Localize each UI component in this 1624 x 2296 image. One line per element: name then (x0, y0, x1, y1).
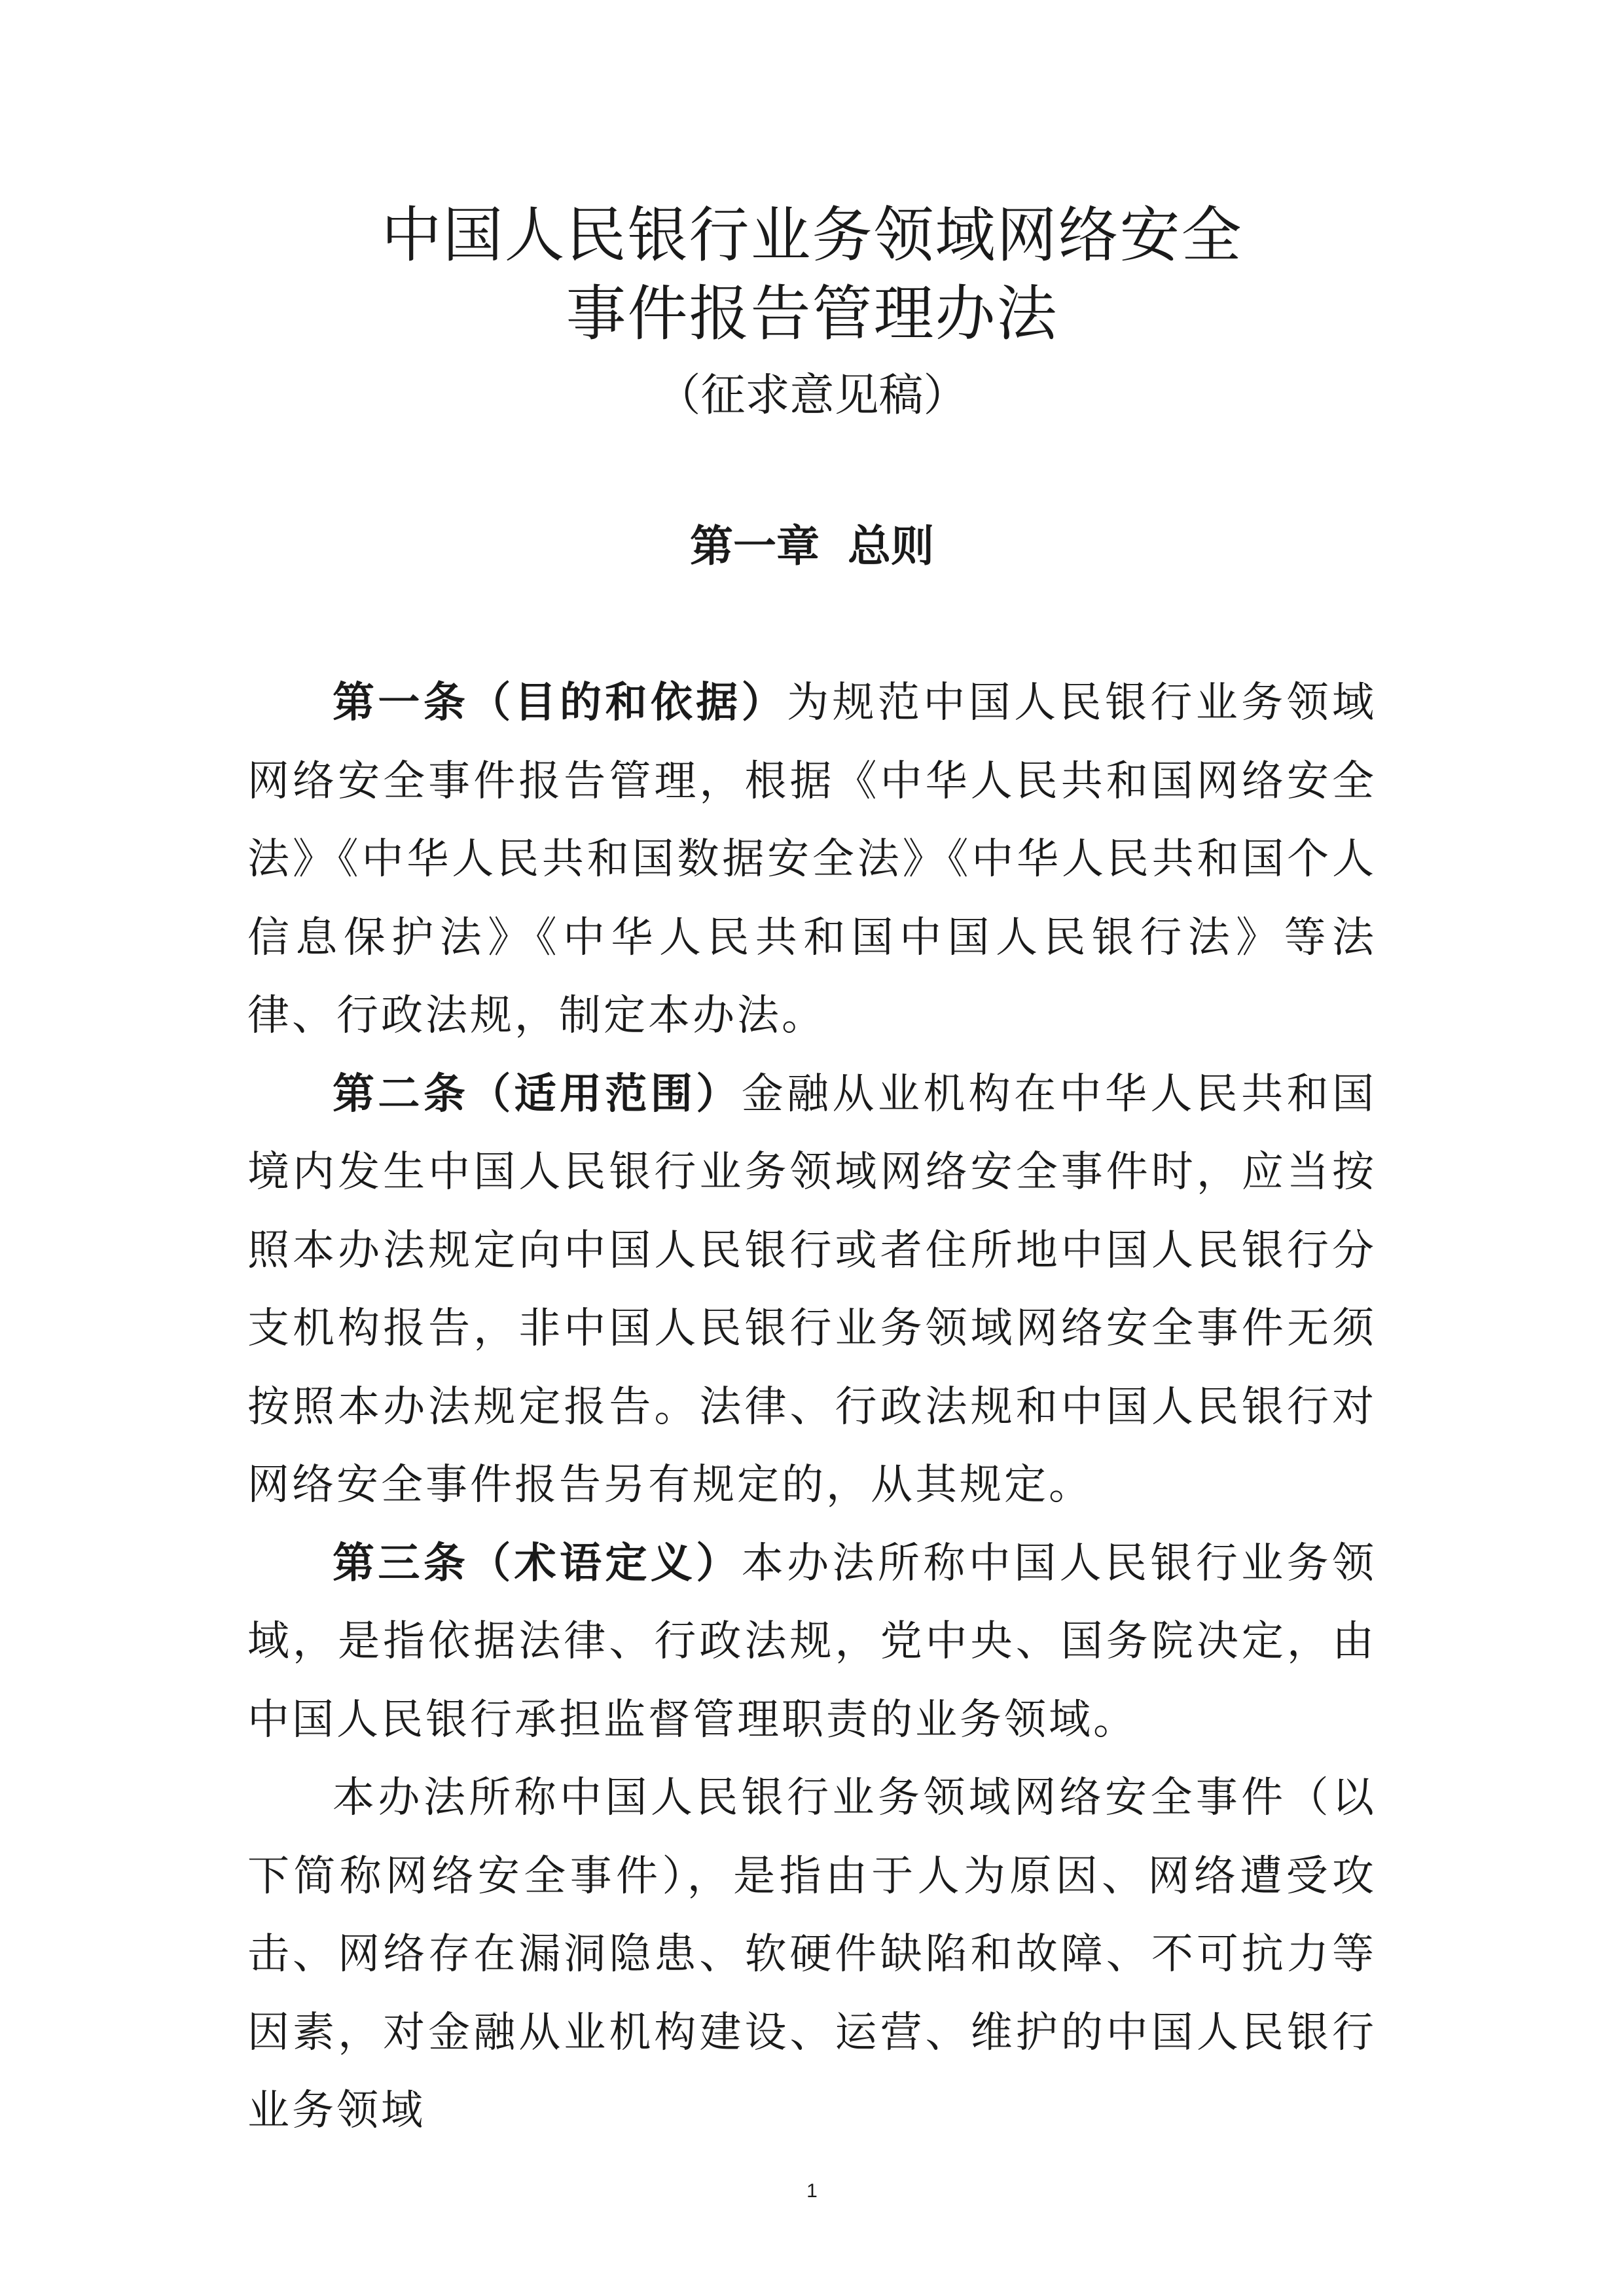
article-1 (247, 664, 1377, 1056)
article-3-heading: 第三条（术语定义） (333, 1539, 742, 1588)
article-2-text: 金融从业机构在中华人民共和国境内发生中国人民银行业务领域网络安全事件时，应当按照本办法规定向中国人民银行或者住所地中国人民银行分支机构报告，非中国人民银行业务领域网络安全事件无须按照本办法规定报告。法律、行政法规和中国人民银行对网络安全事件报告另有规定的，从其规定。 (247, 1069, 1377, 1509)
article-1-text: 为规范中国人民银行业务领域网络安全事件报告管理，根据《中华人民共和国网络安全法》《中华人民共和国数据安全法》《中华人民共和国个人信息保护法》《中华人民共和国中国人民银行法》等法律、行政法规，制定本办法。 (247, 679, 1377, 1040)
article-2-heading: 第二条（适用范围） (333, 1069, 742, 1119)
document-body (247, 664, 1377, 2151)
page-number: 1 (806, 2180, 818, 2202)
document-title-line-2: 事件报告管理办法 (566, 279, 1058, 349)
article-3-paragraph-2: 本办法所称中国人民银行业务领域网络安全事件（以下简称网络安全事件），是指由于人为原因、网络遭受攻击、网络存在漏洞隐患、软硬件缺陷和故障、不可抗力等因素，对金融从业机构建设、运营、维护的中国人民银行业务领域 (247, 1774, 1377, 2135)
article-1-heading: 第一条（目的和依据） (333, 679, 787, 727)
article-3 (247, 1525, 1377, 1760)
document-title-line-1: 中国人民银行业务领域网络安全 (381, 200, 1243, 270)
article-2 (247, 1056, 1377, 1525)
document-subtitle: （征求意见稿） (656, 370, 968, 422)
chapter-heading: 第一章 总则 (690, 521, 934, 571)
article-3-text: 本办法所称中国人民银行业务领域，是指依据法律、行政法规，党中央、国务院决定，由中国人民银行承担监督管理职责的业务领域。 (247, 1539, 1377, 1744)
